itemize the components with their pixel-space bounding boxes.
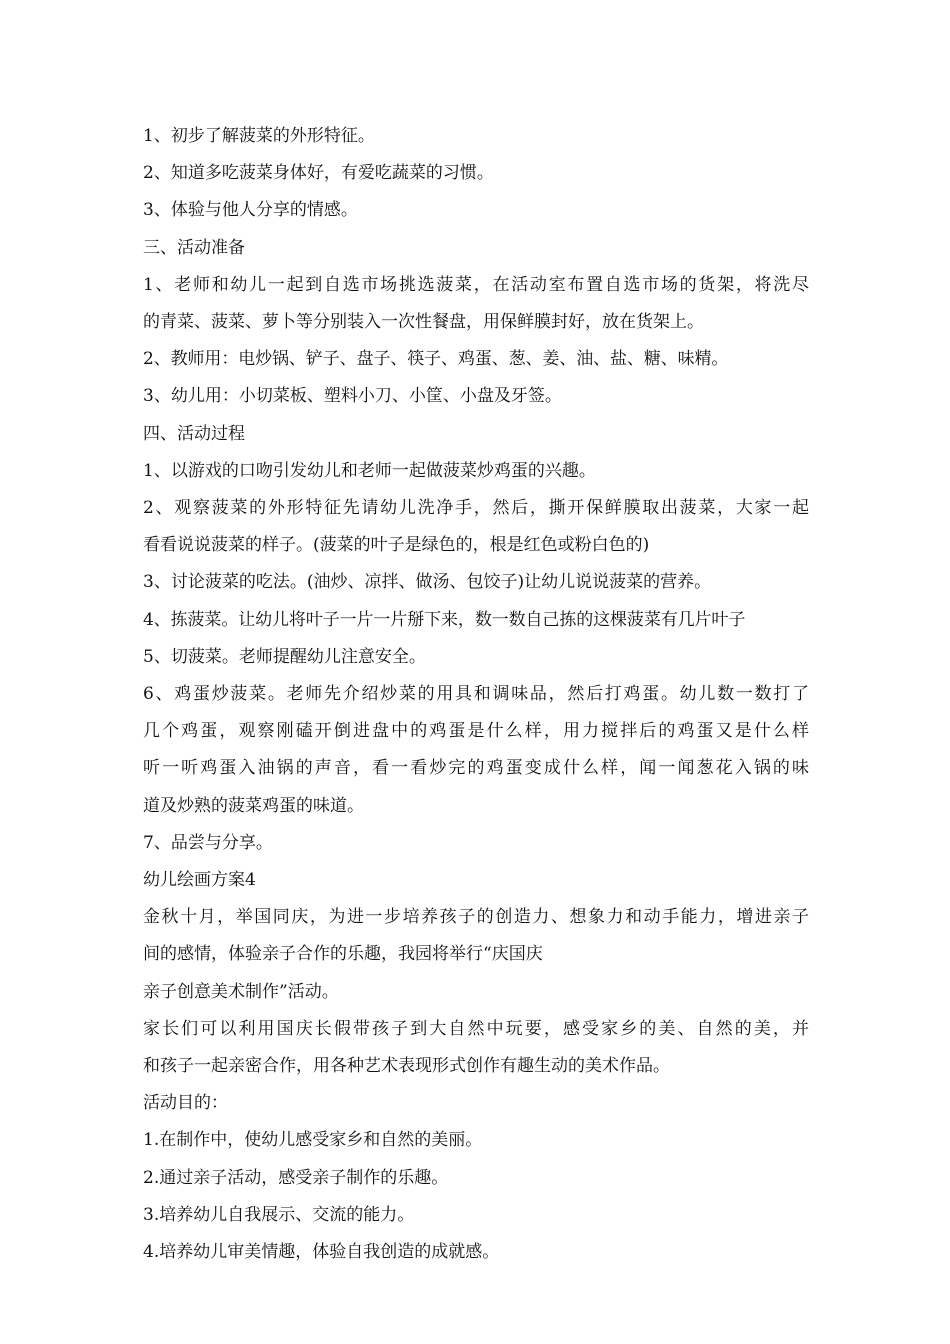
purpose-line-2: 2.通过亲子活动，感受亲子制作的乐趣。	[143, 1167, 449, 1188]
process-line-3: 3、讨论菠菜的吃法。(油炒、凉拌、做汤、包饺子)让幼儿说说菠菜的营养。	[143, 572, 712, 593]
goal-line-3: 3、体验与他人分享的情感。	[143, 200, 358, 221]
process-line-6-cont-2: 听一听鸡蛋入油锅的声音，看一看炒完的鸡蛋变成什么样，闻一闻葱花入锅的味	[143, 758, 809, 779]
preparation-line-1: 1、老师和幼儿一起到自选市场挑选菠菜，在活动室布置自选市场的货架，将洗尽	[143, 274, 809, 295]
purpose-heading: 活动目的：	[143, 1093, 228, 1114]
plan-intro-line-2: 间的感情，体验亲子合作的乐趣，我园将举行“庆国庆	[143, 944, 543, 965]
plan-parents-line-1: 家长们可以利用国庆长假带孩子到大自然中玩要，感受家乡的美、自然的美，并	[143, 1018, 809, 1039]
goal-line-2: 2、知道多吃菠菜身体好，有爱吃蔬菜的习惯。	[143, 163, 494, 184]
document-body	[143, 118, 809, 1271]
preparation-line-2: 2、教师用：电炒锅、铲子、盘子、筷子、鸡蛋、葱、姜、油、盐、糖、味精。	[143, 349, 729, 370]
process-line-1: 1、以游戏的口吻引发幼儿和老师一起做菠菜炒鸡蛋的兴趣。	[143, 460, 596, 481]
process-line-4: 4、拣菠菜。让幼儿将叶子一片一片掰下来，数一数自己拣的这棵菠菜有几片叶子	[143, 609, 746, 630]
purpose-line-1: 1.在制作中，使幼儿感受家乡和自然的美丽。	[143, 1130, 483, 1151]
plan-title: 幼儿绘画方案4	[143, 870, 256, 891]
plan-intro-line-1: 金秋十月，举国同庆，为进一步培养孩子的创造力、想象力和动手能力，增进亲子	[143, 907, 809, 928]
plan-intro-line-3: 亲子创意美术制作”活动。	[143, 981, 339, 1002]
process-line-6-cont-3: 道及炒熟的菠菜鸡蛋的味道。	[143, 795, 364, 816]
goal-line-1: 1、初步了解菠菜的外形特征。	[143, 126, 375, 146]
process-line-2-cont: 看看说说菠菜的样子。(菠菜的叶子是绿色的，根是红色或粉白色的)	[143, 535, 650, 556]
process-line-7: 7、品尝与分享。	[143, 832, 273, 853]
preparation-line-3: 3、幼儿用：小切菜板、塑料小刀、小筐、小盘及牙签。	[143, 386, 562, 407]
section-heading-preparation: 三、活动准备	[143, 237, 245, 258]
process-line-2: 2、观察菠菜的外形特征先请幼儿洗净手，然后，撕开保鲜膜取出菠菜，大家一起	[143, 498, 809, 519]
purpose-line-3: 3.培养幼儿自我展示、交流的能力。	[143, 1204, 415, 1225]
process-line-6: 6、鸡蛋炒菠菜。老师先介绍炒菜的用具和调味品，然后打鸡蛋。幼儿数一数打了	[143, 684, 809, 705]
section-heading-process: 四、活动过程	[143, 423, 245, 444]
plan-parents-line-2: 和孩子一起亲密合作，用各种艺术表现形式创作有趣生动的美术作品。	[143, 1056, 670, 1077]
purpose-line-4: 4.培养幼儿审美情趣，体验自我创造的成就感。	[143, 1242, 500, 1263]
preparation-line-1-cont: 的青菜、菠菜、萝卜等分别装入一次性餐盘，用保鲜膜封好，放在货架上。	[143, 312, 704, 333]
process-line-5: 5、切菠菜。老师提醒幼儿注意安全。	[143, 646, 426, 667]
process-line-6-cont-1: 几个鸡蛋，观察刚磕开倒进盘中的鸡蛋是什么样，用力搅拌后的鸡蛋又是什么样	[143, 721, 809, 742]
